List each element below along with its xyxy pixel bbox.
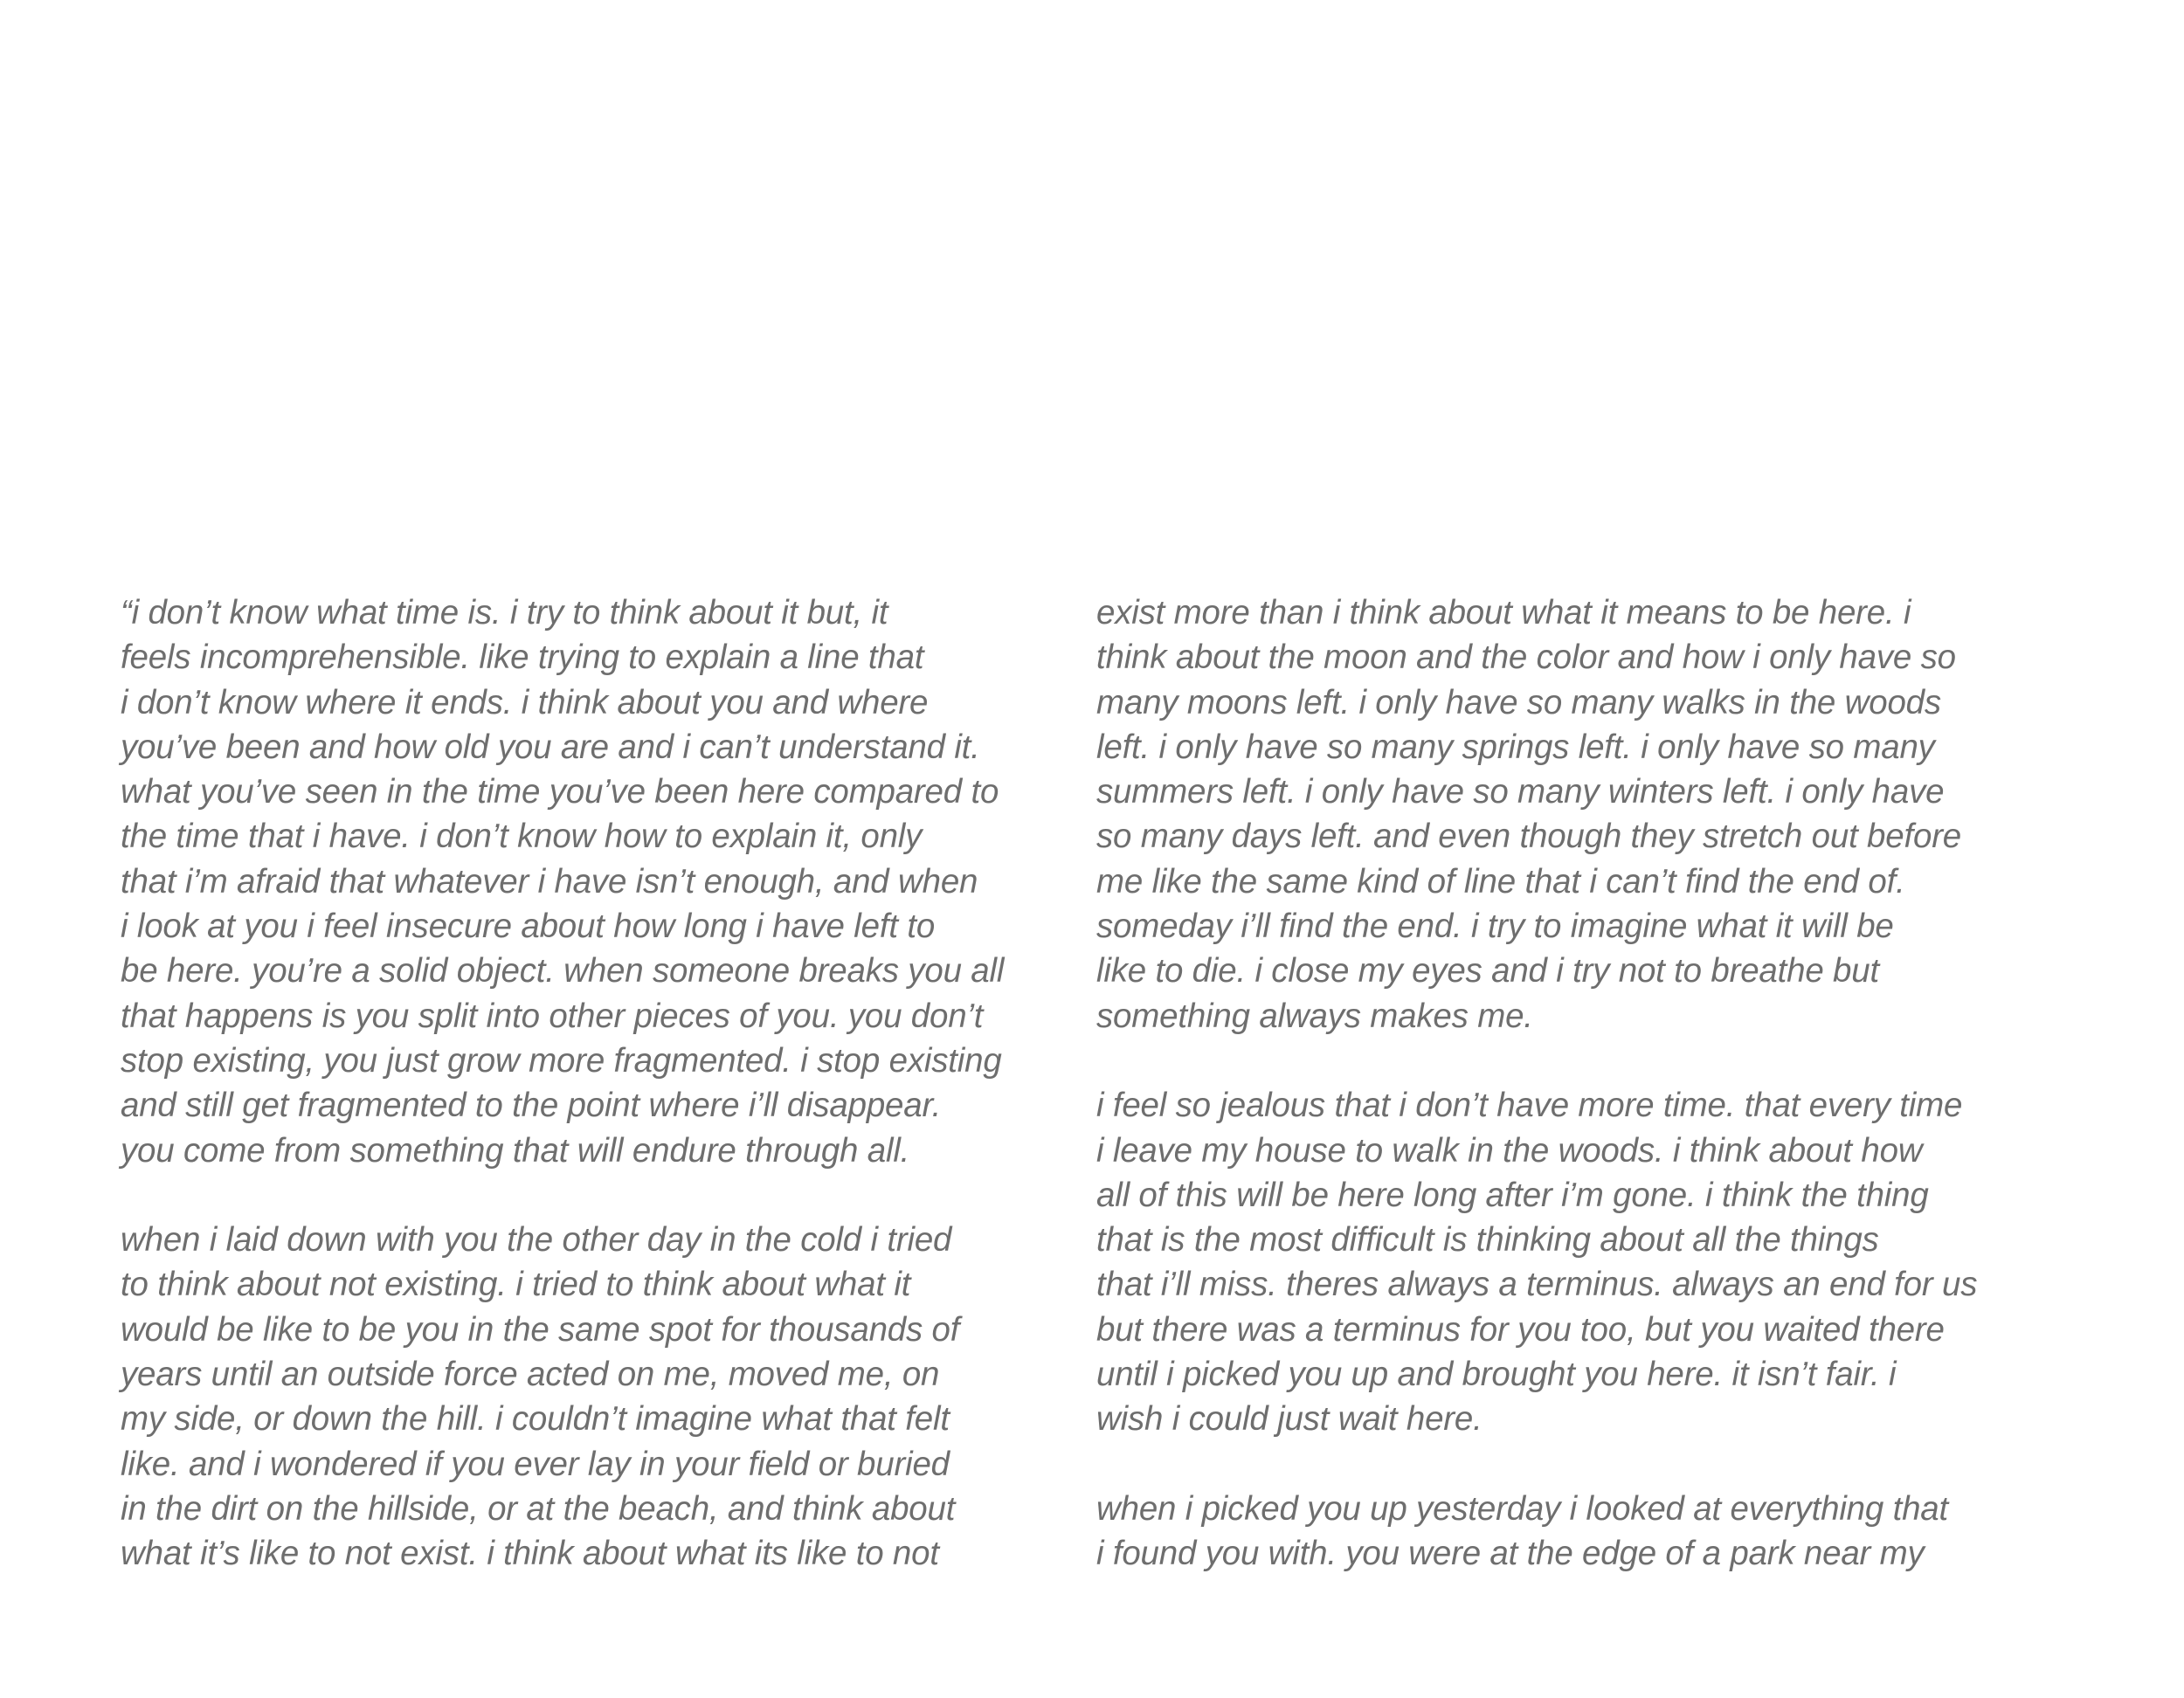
paragraph [121, 590, 1064, 1173]
text-line: think about the moon and the color and how i only have so [1096, 638, 1956, 677]
text-line: what it’s like to not exist. i think about what its like to not [121, 1535, 939, 1573]
text-line: i feel so jealous that i don’t have more time. that every time [1096, 1087, 1963, 1125]
text-line: wish i could just wait here. [1096, 1400, 1482, 1439]
text-line: until i picked you up and brought you here. it isn’t fair. i [1096, 1356, 1897, 1394]
text-line: that is the most difficult is thinking about all the things [1096, 1221, 1879, 1260]
text-line: i leave my house to walk in the woods. i think about how [1096, 1131, 1923, 1170]
text-line: many moons left. i only have so many walks in the woods [1096, 683, 1941, 721]
text-line: feels incomprehensible. like trying to explain a line that [121, 638, 924, 677]
text-line: that i’m afraid that whatever i have isn’t enough, and when [121, 862, 978, 901]
text-line: when i laid down with you the other day in the cold i tried [121, 1221, 952, 1260]
text-line: i look at you i feel insecure about how long i have left to [121, 908, 936, 946]
text-line: so many days left. and even though they stretch out before [1096, 818, 1962, 856]
text-line: what you’ve seen in the time you’ve been here compared to [121, 773, 999, 811]
text-line: the time that i have. i don’t know how to explain it, only [121, 818, 923, 856]
text-line: that happens is you split into other pieces of you. you don’t [121, 997, 984, 1035]
text-line: “i don’t know what time is. i try to think about it but, it [121, 594, 888, 632]
text-line: my side, or down the hill. i couldn’t imagine what that felt [121, 1400, 950, 1439]
text-line: someday i’ll find the end. i try to imagine what it will be [1096, 908, 1894, 946]
text-line: that i’ll miss. theres always a terminus. always an end for us [1096, 1266, 1978, 1304]
paragraph [1096, 1487, 2040, 1577]
text-line: you’ve been and how old you are and i can’t understand it. [121, 728, 980, 766]
text-line: like to die. i close my eyes and i try not to breathe but [1096, 952, 1879, 990]
right-text-column [1096, 590, 2040, 1621]
text-line: i found you with. you were at the edge of a park near my [1096, 1535, 1925, 1573]
left-text-column [121, 590, 1064, 1621]
text-line: me like the same kind of line that i can’t find the end of. [1096, 862, 1905, 901]
text-line: something always makes me. [1096, 997, 1533, 1035]
paragraph [1096, 590, 2040, 1039]
text-line: stop existing, you just grow more fragmented. i stop existing [121, 1041, 1002, 1080]
text-line: but there was a terminus for you too, but you waited there [1096, 1310, 1945, 1349]
paragraph [1096, 1083, 2040, 1441]
text-line: and still get fragmented to the point where i’ll disappear. [121, 1087, 942, 1125]
text-line: like. and i wondered if you ever lay in your field or buried [121, 1445, 950, 1483]
paragraph [121, 1218, 1064, 1576]
text-line: all of this will be here long after i’m gone. i think the thing [1096, 1176, 1929, 1214]
text-line: be here. you’re a solid object. when someone breaks you all [121, 952, 1005, 990]
text-line: in the dirt on the hillside, or at the beach, and think about [121, 1489, 956, 1528]
text-line: when i picked you up yesterday i looked at everything that [1096, 1489, 1949, 1528]
text-line: would be like to be you in the same spot for thousands of [121, 1310, 960, 1349]
text-line: you come from something that will endure through all. [121, 1131, 910, 1170]
text-line: to think about not existing. i tried to think about what it [121, 1266, 911, 1304]
text-line: i don’t know where it ends. i think about you and where [121, 683, 929, 721]
text-line: left. i only have so many springs left. i only have so many [1096, 728, 1935, 766]
text-line: exist more than i think about what it means to be here. i [1096, 594, 1911, 632]
text-line: years until an outside force acted on me, moved me, on [121, 1356, 940, 1394]
text-line: summers left. i only have so many winters left. i only have [1096, 773, 1945, 811]
